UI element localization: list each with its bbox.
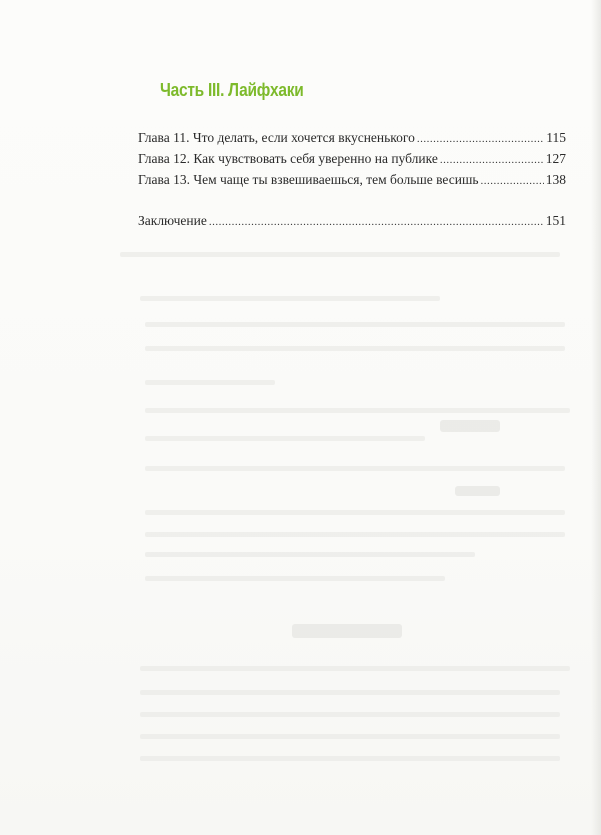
page-edge-shadow <box>591 0 601 835</box>
toc-entry <box>138 172 566 193</box>
toc-entry <box>138 130 566 151</box>
part-heading: Часть III. Лайфхаки <box>160 80 304 100</box>
toc-entry-title: Заключение <box>138 213 207 228</box>
toc-leader-dots <box>440 154 544 166</box>
toc-entry-title: Глава 11. Что делать, если хочется вкусненького <box>138 130 415 145</box>
toc-leader-dots <box>209 216 544 228</box>
toc-entry-page: 138 <box>545 172 566 187</box>
toc-entry-title: Глава 12. Как чувствовать себя уверенно на публике <box>138 151 438 166</box>
toc-leader-dots <box>417 133 544 145</box>
toc-entry-title: Глава 13. Чем чаще ты взвешиваешься, тем больше весишь <box>138 172 479 187</box>
toc-conclusion-list <box>138 213 566 234</box>
toc-entry-page: 127 <box>545 151 566 166</box>
toc-entry-page: 115 <box>546 130 566 145</box>
toc-entry-page: 151 <box>545 213 566 228</box>
toc-leader-dots <box>481 175 544 187</box>
toc-entry <box>138 151 566 172</box>
toc-chapter-list <box>138 130 566 193</box>
toc-entry-conclusion <box>138 213 566 234</box>
